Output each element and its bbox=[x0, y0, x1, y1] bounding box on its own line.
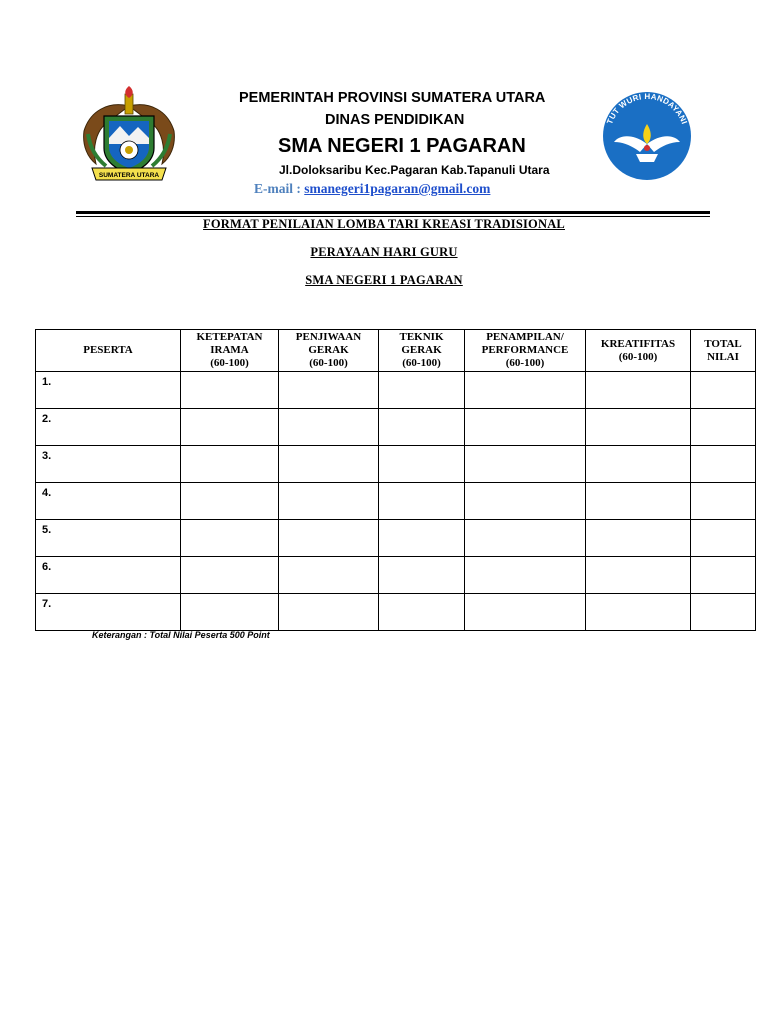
table-row bbox=[36, 557, 756, 594]
row-number: 5. bbox=[42, 524, 52, 536]
score-cell[interactable] bbox=[379, 483, 465, 520]
table-row bbox=[36, 520, 756, 557]
score-cell[interactable] bbox=[465, 372, 586, 409]
score-cell[interactable] bbox=[181, 372, 279, 409]
score-cell[interactable] bbox=[586, 409, 691, 446]
column-header-line: (60-100) bbox=[309, 357, 348, 369]
row-number: 2. bbox=[42, 413, 52, 425]
participant-cell[interactable] bbox=[36, 446, 181, 483]
table-row bbox=[36, 446, 756, 483]
table-row bbox=[36, 372, 756, 409]
score-cell[interactable] bbox=[586, 446, 691, 483]
score-cell[interactable] bbox=[279, 446, 379, 483]
column-header-line: IRAMA bbox=[210, 344, 249, 356]
score-cell[interactable] bbox=[586, 594, 691, 631]
score-cell[interactable] bbox=[465, 520, 586, 557]
column-header bbox=[586, 330, 691, 372]
header-address: Jl.Doloksaribu Kec.Pagaran Kab.Tapanuli Utara bbox=[279, 163, 550, 177]
row-number: 1. bbox=[42, 376, 52, 388]
score-cell[interactable] bbox=[279, 372, 379, 409]
score-cell[interactable] bbox=[181, 557, 279, 594]
participant-cell[interactable] bbox=[36, 372, 181, 409]
email-label: E-mail : bbox=[254, 181, 305, 196]
column-header bbox=[691, 330, 756, 372]
column-header-line: TOTAL bbox=[704, 337, 742, 350]
column-header-line: GERAK bbox=[401, 344, 442, 356]
score-cell[interactable] bbox=[691, 446, 756, 483]
score-cell[interactable] bbox=[181, 409, 279, 446]
score-cell[interactable] bbox=[586, 520, 691, 557]
participant-cell[interactable] bbox=[36, 594, 181, 631]
participant-cell[interactable] bbox=[36, 557, 181, 594]
participant-cell[interactable] bbox=[36, 409, 181, 446]
table-header-row bbox=[36, 330, 756, 372]
score-cell[interactable] bbox=[279, 557, 379, 594]
row-number: 3. bbox=[42, 450, 52, 462]
score-cell[interactable] bbox=[279, 594, 379, 631]
column-header-line: PENAMPILAN/ bbox=[486, 331, 564, 343]
column-header-line: (60-100) bbox=[210, 357, 249, 369]
score-cell[interactable] bbox=[465, 557, 586, 594]
score-cell[interactable] bbox=[465, 594, 586, 631]
score-cell[interactable] bbox=[691, 520, 756, 557]
score-cell[interactable] bbox=[586, 372, 691, 409]
header-school-name: SMA NEGERI 1 PAGARAN bbox=[278, 135, 526, 157]
column-header bbox=[279, 330, 379, 372]
header-department: DINAS PENDIDIKAN bbox=[325, 112, 465, 128]
score-cell[interactable] bbox=[586, 557, 691, 594]
score-cell[interactable] bbox=[465, 446, 586, 483]
score-cell[interactable] bbox=[279, 409, 379, 446]
score-cell[interactable] bbox=[691, 483, 756, 520]
column-header-line: KREATIFITAS bbox=[600, 337, 676, 350]
participant-cell[interactable] bbox=[36, 520, 181, 557]
table-row bbox=[36, 483, 756, 520]
column-header-line: PESERTA bbox=[83, 344, 133, 356]
participant-cell[interactable] bbox=[36, 483, 181, 520]
score-cell[interactable] bbox=[691, 594, 756, 631]
column-header-line: (60-100) bbox=[402, 357, 441, 369]
form-subtitle-event: PERAYAAN HARI GURU bbox=[310, 245, 458, 259]
row-number: 4. bbox=[42, 487, 52, 499]
scoring-table bbox=[35, 329, 756, 631]
column-header-line: NILAI bbox=[707, 350, 739, 363]
column-header bbox=[465, 330, 586, 372]
column-header-line: GERAK bbox=[308, 344, 349, 356]
column-header-line: TEKNIK bbox=[399, 331, 444, 343]
form-subtitle-school: SMA NEGERI 1 PAGARAN bbox=[305, 273, 463, 287]
score-cell[interactable] bbox=[379, 446, 465, 483]
email-link[interactable]: smanegeri1pagaran@gmail.com bbox=[304, 181, 491, 196]
score-cell[interactable] bbox=[379, 557, 465, 594]
column-header-line: PERFORMANCE bbox=[481, 344, 569, 356]
score-cell[interactable] bbox=[181, 520, 279, 557]
score-cell[interactable] bbox=[279, 483, 379, 520]
score-cell[interactable] bbox=[691, 372, 756, 409]
score-cell[interactable] bbox=[379, 409, 465, 446]
emblem-ribbon-text: SUMATERA UTARA bbox=[98, 172, 160, 179]
column-header-line: (60-100) bbox=[618, 350, 658, 363]
score-cell[interactable] bbox=[181, 483, 279, 520]
score-cell[interactable] bbox=[379, 372, 465, 409]
score-cell[interactable] bbox=[181, 446, 279, 483]
footnote: Keterangan : Total Nilai Peserta 500 Point bbox=[92, 630, 270, 640]
score-cell[interactable] bbox=[181, 594, 279, 631]
column-header bbox=[36, 330, 181, 372]
column-header-line: (60-100) bbox=[505, 357, 545, 369]
score-cell[interactable] bbox=[379, 594, 465, 631]
column-header bbox=[181, 330, 279, 372]
score-cell[interactable] bbox=[465, 409, 586, 446]
score-cell[interactable] bbox=[691, 557, 756, 594]
column-header bbox=[379, 330, 465, 372]
row-number: 6. bbox=[42, 561, 52, 573]
score-cell[interactable] bbox=[465, 483, 586, 520]
header-email-line bbox=[254, 181, 768, 197]
table-row bbox=[36, 409, 756, 446]
column-header-line: KETEPATAN bbox=[196, 331, 263, 343]
emblem-arc-text: TUT WURI HANDAYANI bbox=[605, 91, 689, 126]
score-cell[interactable] bbox=[279, 520, 379, 557]
header-province: PEMERINTAH PROVINSI SUMATERA UTARA bbox=[239, 90, 546, 106]
score-cell[interactable] bbox=[379, 520, 465, 557]
header-divider-thick bbox=[76, 211, 710, 214]
row-number: 7. bbox=[42, 598, 52, 610]
sumatera-utara-emblem-icon bbox=[78, 86, 180, 186]
form-title: FORMAT PENILAIAN LOMBA TARI KREASI TRADISIONAL bbox=[203, 217, 565, 231]
score-cell[interactable] bbox=[586, 483, 691, 520]
table-row bbox=[36, 594, 756, 631]
score-cell[interactable] bbox=[691, 409, 756, 446]
column-header-line: PENJIWAAN bbox=[295, 331, 362, 343]
